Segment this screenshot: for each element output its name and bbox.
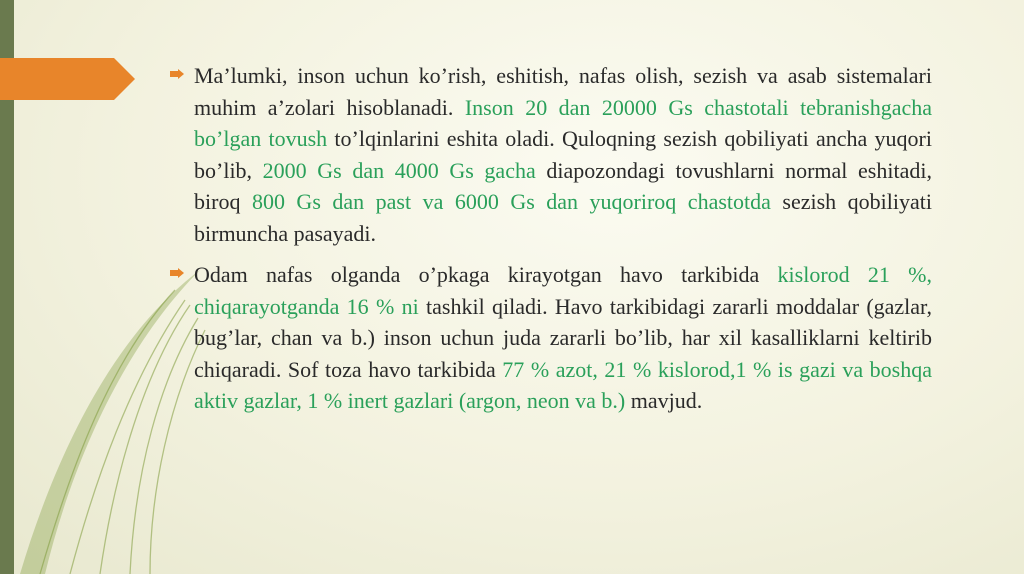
text-segment: sezish qobiliyati birmuncha pasayadi. — [194, 189, 932, 246]
text-segment: Ma’lumki, inson uchun ko’rish, eshitish, nafas olish, sezish va asab sistemalari muhim a’zolari hisoblanadi. — [194, 63, 932, 120]
highlighted-text: kislorod 21 %, chiqarayotganda 16 % ni — [194, 262, 932, 319]
text-segment: Odam nafas olganda o’pkaga kirayotgan havo tarkibida — [194, 262, 778, 287]
highlighted-text: 2000 Gs dan 4000 Gs gacha — [262, 157, 536, 183]
text-segment: mavjud. — [625, 388, 703, 413]
bullet-paragraph-air — [170, 259, 932, 417]
bullet-paragraph-hearing — [170, 60, 932, 249]
highlighted-text: 77 % azot, 21 % kislorod,1 % is gazi va boshqa aktiv gazlar, 1 % inert gazlari (argon, neon va b.) — [194, 356, 932, 413]
text-segment: to’lqinlarini eshita oladi. Quloqning sezish qobiliyati ancha yuqori bo’lib, — [194, 126, 932, 183]
text-segment: tashkil qiladi. Havo tarkibidagi zararli moddalar (gazlar, bug’lar, chan va b.) inson uchun juda zararli bo’lib, har xil kasalliklarni keltirib chiqaradi. Sof toza havo tarkibida — [194, 293, 933, 382]
slide-content — [170, 60, 932, 427]
bullet-arrow-icon — [170, 268, 184, 278]
bullet-arrow-icon — [170, 69, 184, 79]
text-segment: diapozondagi tovushlarni normal eshitadi, biroq — [194, 157, 932, 214]
highlighted-text: 800 Gs dan past va 6000 Gs dan yuqoriroq chastotda — [251, 189, 771, 214]
orange-arrow-tab — [0, 58, 135, 100]
highlighted-text: Inson 20 dan 20000 Gs chastotali tebranishgacha bo’lgan tovush — [194, 94, 932, 151]
